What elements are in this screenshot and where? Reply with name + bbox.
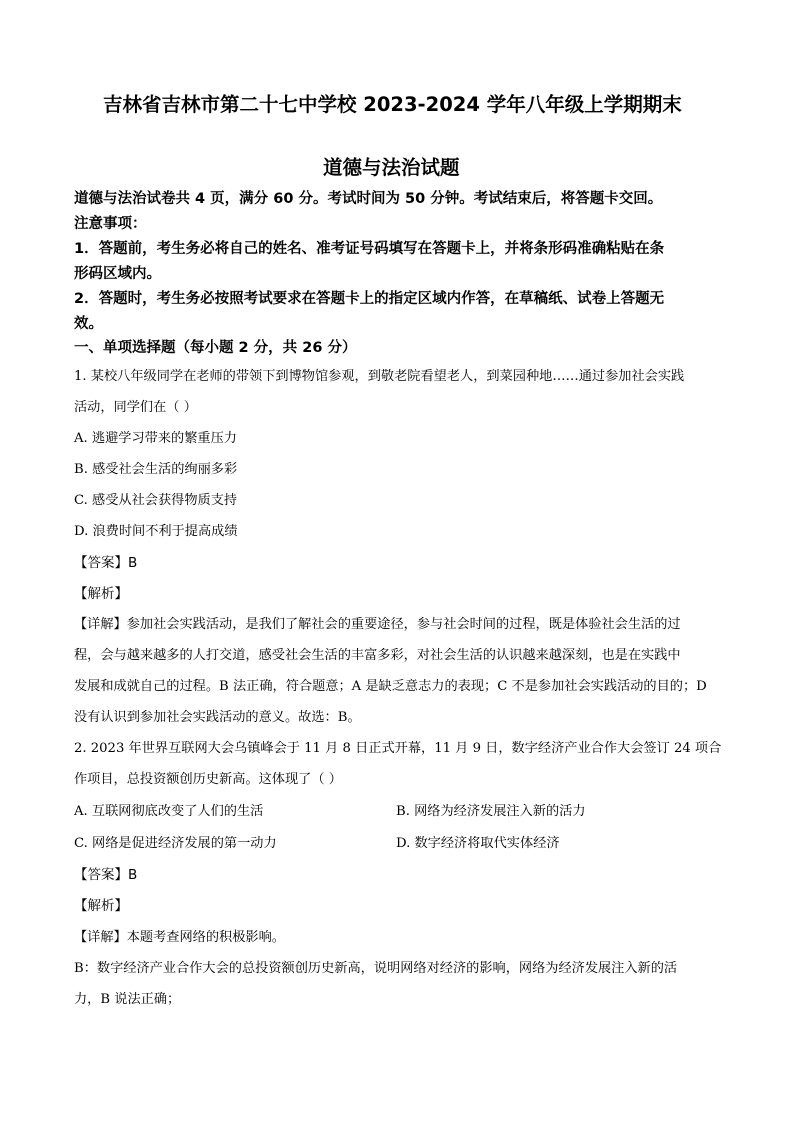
q2-option-d: D. 数字经济将取代实体经济 — [396, 836, 560, 851]
notice-item1-line1: 1．答题前，考生务必将自己的姓名、准考证号码填写在答题卡上，并将条形码准确粘贴在条 — [74, 241, 665, 257]
q1-detail-line3: 发展和成就自己的过程。B 法正确，符合题意；A 是缺乏意志力的表现；C 不是参加社会实践活动的目的；D — [74, 679, 707, 694]
q2-detail-line3: 力，B 说法正确； — [74, 992, 181, 1007]
q1-detail-line4: 没有认识到参加社会实践活动的意义。故选：B。 — [74, 710, 361, 725]
q1-option-c: C. 感受从社会获得物质支持 — [74, 493, 238, 508]
q1-stem-line1: 1. 某校八年级同学在老师的带领下到博物馆参观，到敬老院看望老人，到菜园种地……通过参加社会实践 — [74, 369, 685, 384]
notice-item1-line2: 形码区域内。 — [74, 266, 161, 282]
section1-heading: 一、单项选择题（每小题 2 分，共 26 分） — [74, 340, 357, 356]
notice-heading: 注意事项： — [74, 216, 147, 232]
q1-answer: 【答案】B — [74, 555, 138, 571]
q2-stem-line2: 作项目，总投资额创历史新高。这体现了（ ） — [74, 772, 342, 787]
q1-option-d: D. 浪费时间不利于提高成绩 — [74, 524, 238, 539]
notice-item2-line1: 2．答题时，考生务必按照考试要求在答题卡上的指定区域内作答，在草稿纸、试卷上答题无 — [74, 291, 665, 307]
q1-detail-line2: 程，会与越来越多的人打交道，感受社会生活的丰富多彩，对社会生活的认识越来越深刻，也是在实践中 — [74, 648, 681, 663]
q2-analysis-label: 【解析】 — [74, 898, 128, 914]
q2-option-b: B. 网络为经济发展注入新的活力 — [396, 804, 586, 819]
q1-option-a: A. 逃避学习带来的繁重压力 — [74, 431, 237, 446]
q2-stem-line1: 2. 2023 年世界互联网大会乌镇峰会于 11 月 8 日正式开幕，11 月 9 日，数字经济产业合作大会签订 24 项合 — [74, 741, 722, 756]
q1-analysis-label: 【解析】 — [74, 586, 128, 602]
q2-option-c: C. 网络是促进经济发展的第一动力 — [74, 836, 277, 851]
q1-stem-line2: 活动，同学们在（ ） — [74, 400, 197, 415]
q1-detail-line1: 【详解】参加社会实践活动，是我们了解社会的重要途径，参与社会时间的过程，既是体验社会生活的过 — [74, 617, 681, 632]
q2-answer: 【答案】B — [74, 867, 138, 883]
notice-item2-line2: 效。 — [74, 316, 103, 332]
notice-intro: 道德与法治试卷共 4 页，满分 60 分。考试时间为 50 分钟。考试结束后，将答题卡交回。 — [74, 191, 663, 207]
q2-option-a: A. 互联网彻底改变了人们的生活 — [74, 804, 264, 819]
q2-detail-line1: 【详解】本题考查网络的积极影响。 — [74, 930, 285, 945]
exam-title-line1: 吉林省吉林市第二十七中学校 2023-2024 学年八年级上学期期末 — [103, 93, 682, 116]
q1-option-b: B. 感受社会生活的绚丽多彩 — [74, 462, 238, 477]
exam-title-line2: 道德与法治试题 — [323, 156, 460, 179]
q2-detail-line2: B：数字经济产业合作大会的总投资额创历史新高，说明网络对经济的影响，网络为经济发展注入新的活 — [74, 961, 678, 976]
